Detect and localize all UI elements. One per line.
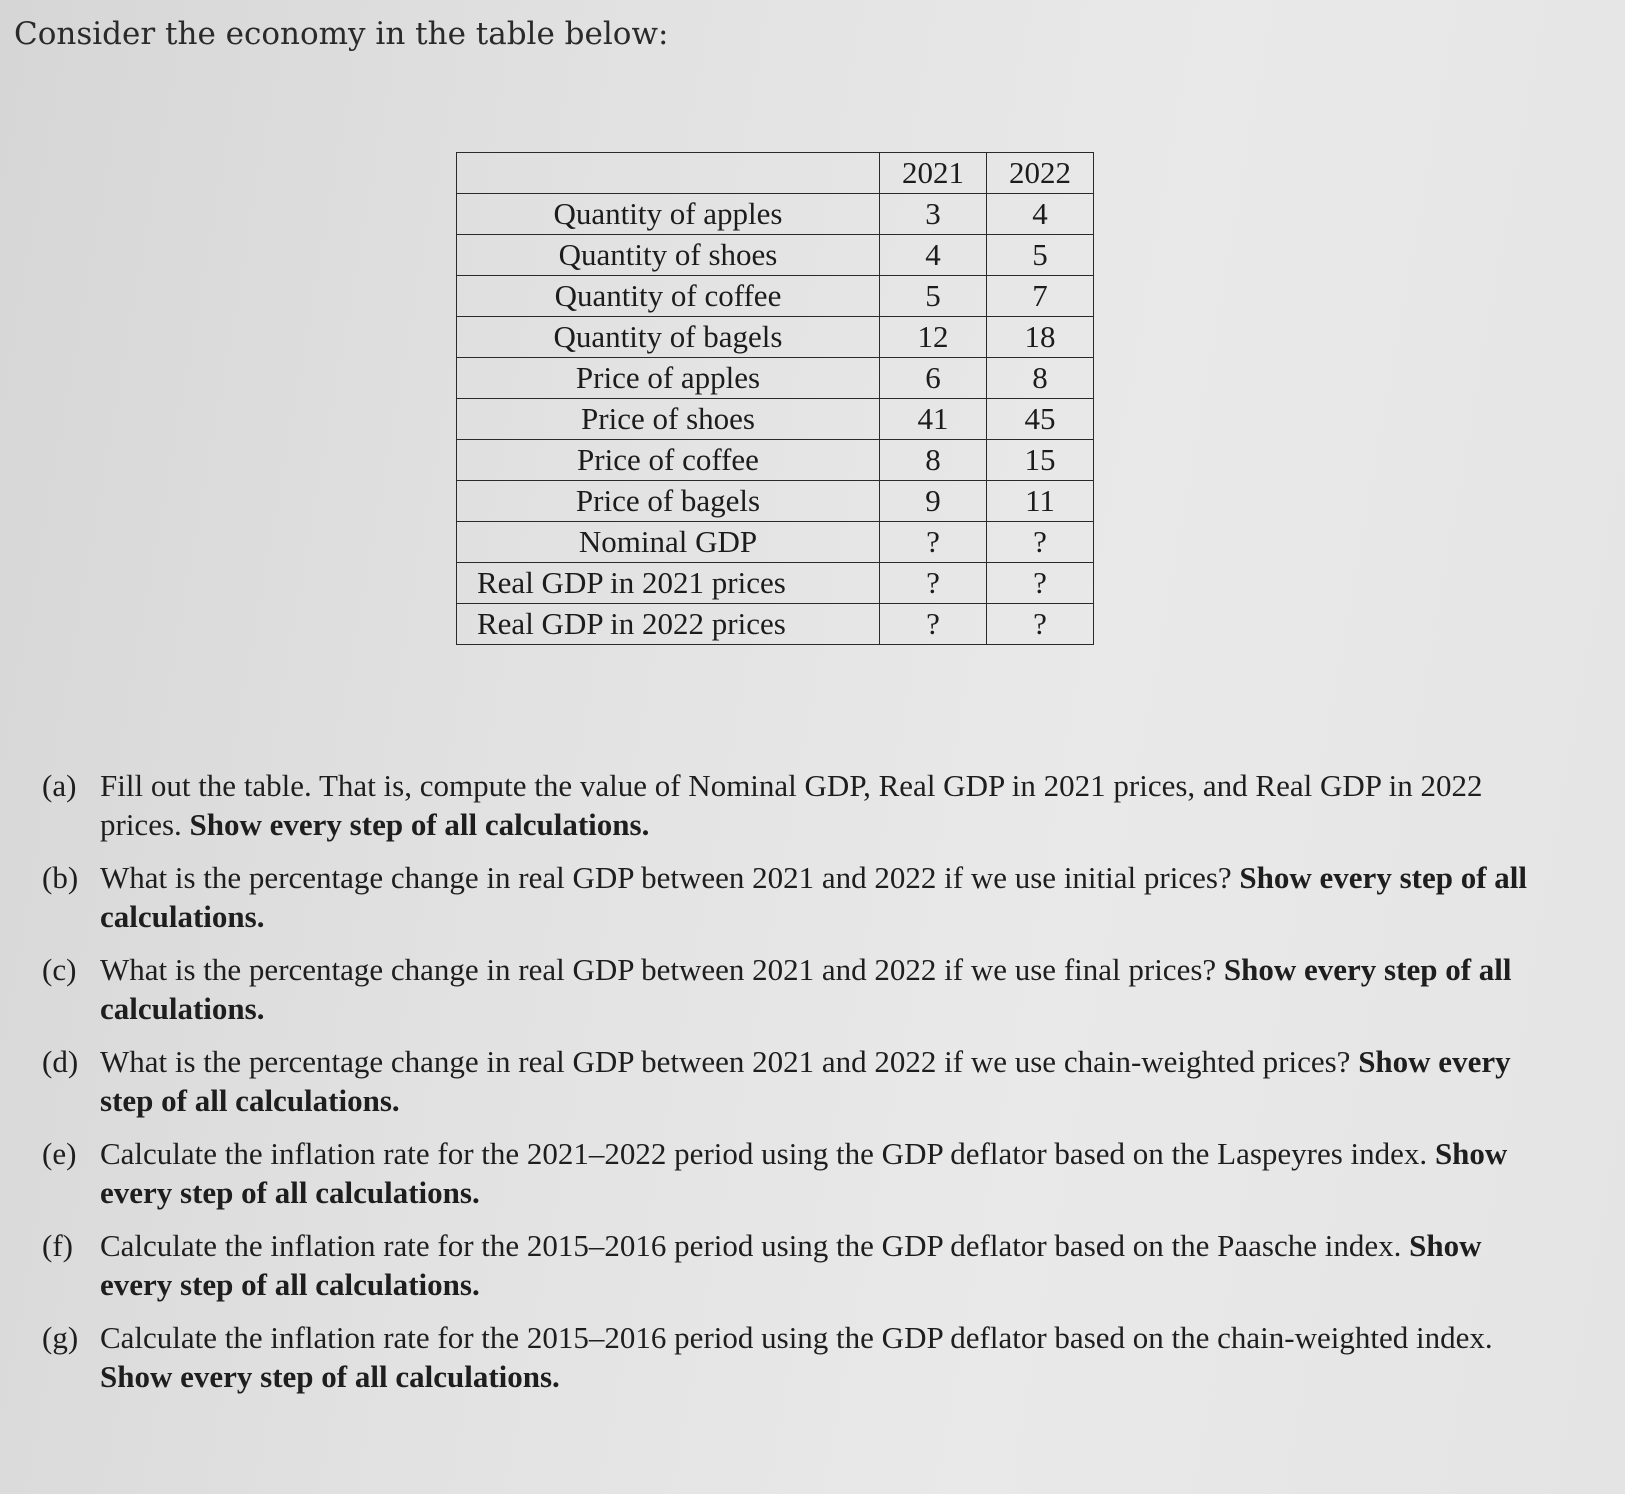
cell-2022: ? (987, 563, 1094, 604)
intro-text: Consider the economy in the table below: (14, 16, 669, 52)
cell-2022: 11 (987, 481, 1094, 522)
cell-2022: 15 (987, 440, 1094, 481)
question-item (40, 1318, 1560, 1396)
question-marker: (b) (42, 860, 79, 895)
cell-2022: 4 (987, 194, 1094, 235)
question-text: What is the percentage change in real GDP between 2021 and 2022 if we use initial prices? (100, 860, 1240, 895)
question-marker: (c) (42, 952, 77, 987)
row-label: Real GDP in 2022 prices (457, 604, 880, 645)
question-text: Calculate the inflation rate for the 2015–2016 period using the GDP deflator based on the Paasche index. (100, 1228, 1410, 1263)
row-label: Quantity of shoes (457, 235, 880, 276)
question-emphasis: Show every step of all calculations. (100, 1136, 1508, 1210)
question-text: What is the percentage change in real GDP between 2021 and 2022 if we use chain-weighted prices? (100, 1044, 1359, 1079)
question-emphasis: Show every step of all calculations. (100, 952, 1512, 1026)
row-label: Price of coffee (457, 440, 880, 481)
table-row (457, 440, 1094, 481)
cell-2022: 18 (987, 317, 1094, 358)
question-item (40, 1134, 1560, 1212)
cell-2021: 12 (880, 317, 987, 358)
economy-table (456, 152, 1094, 645)
question-emphasis: Show every step of all calculations. (100, 1044, 1511, 1118)
cell-2022: ? (987, 522, 1094, 563)
question-text: Calculate the inflation rate for the 2021–2022 period using the GDP deflator based on the Laspeyres index. (100, 1136, 1435, 1171)
row-label: Quantity of apples (457, 194, 880, 235)
row-label: Real GDP in 2021 prices (457, 563, 880, 604)
row-label: Quantity of coffee (457, 276, 880, 317)
table-row (457, 276, 1094, 317)
question-list (40, 766, 1530, 1410)
question-marker: (g) (42, 1320, 79, 1355)
cell-2021: 9 (880, 481, 987, 522)
table-row (457, 194, 1094, 235)
table-header-cell: 2021 (880, 153, 987, 194)
question-text: Calculate the inflation rate for the 2015–2016 period using the GDP deflator based on the chain-weighted index. (100, 1320, 1493, 1355)
question-item (40, 766, 1560, 844)
question-emphasis: Show every step of all calculations. (100, 860, 1528, 934)
table-row (457, 481, 1094, 522)
question-marker: (a) (42, 768, 77, 803)
question-marker: (f) (42, 1228, 73, 1263)
cell-2022: 7 (987, 276, 1094, 317)
row-label: Quantity of bagels (457, 317, 880, 358)
question-item (40, 858, 1560, 936)
question-item (40, 1226, 1560, 1304)
table-row (457, 563, 1094, 604)
table-row (457, 522, 1094, 563)
cell-2021: ? (880, 522, 987, 563)
question-text: What is the percentage change in real GDP between 2021 and 2022 if we use final prices? (100, 952, 1224, 987)
row-label: Price of apples (457, 358, 880, 399)
row-label: Price of shoes (457, 399, 880, 440)
cell-2022: ? (987, 604, 1094, 645)
question-text: Fill out the table. That is, compute the value of Nominal GDP, Real GDP in 2021 prices, and Real GDP in 2022 prices. (100, 768, 1483, 842)
question-item (40, 950, 1560, 1028)
cell-2022: 45 (987, 399, 1094, 440)
table-header-cell (457, 153, 880, 194)
cell-2022: 5 (987, 235, 1094, 276)
cell-2021: ? (880, 563, 987, 604)
cell-2021: 3 (880, 194, 987, 235)
cell-2021: 4 (880, 235, 987, 276)
table-header-row (457, 153, 1094, 194)
question-marker: (e) (42, 1136, 77, 1171)
question-emphasis: Show every step of all calculations. (100, 1228, 1482, 1302)
cell-2021: 41 (880, 399, 987, 440)
row-label: Nominal GDP (457, 522, 880, 563)
question-emphasis: Show every step of all calculations. (100, 1359, 560, 1394)
table-row (457, 604, 1094, 645)
question-item (40, 1042, 1560, 1120)
table-row (457, 399, 1094, 440)
question-marker: (d) (42, 1044, 79, 1079)
table-row (457, 235, 1094, 276)
cell-2021: 5 (880, 276, 987, 317)
cell-2021: ? (880, 604, 987, 645)
cell-2022: 8 (987, 358, 1094, 399)
table-row (457, 317, 1094, 358)
table-header-cell: 2022 (987, 153, 1094, 194)
row-label: Price of bagels (457, 481, 880, 522)
cell-2021: 6 (880, 358, 987, 399)
table-row (457, 358, 1094, 399)
question-emphasis: Show every step of all calculations. (189, 807, 650, 842)
cell-2021: 8 (880, 440, 987, 481)
